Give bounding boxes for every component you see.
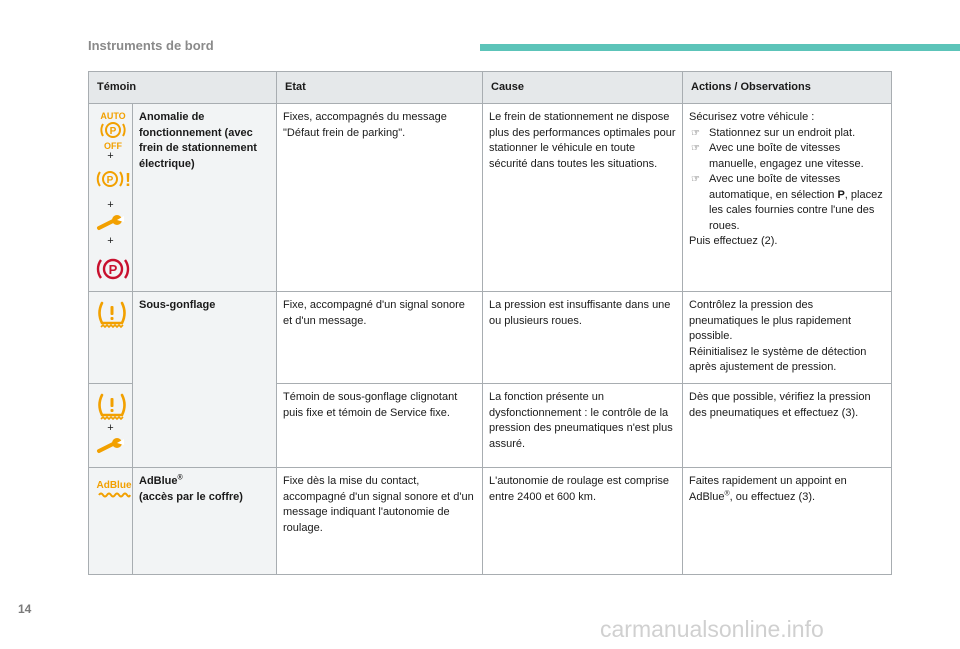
park-brake-warning-icon: [95, 166, 133, 192]
indicator-icons-cell: [89, 104, 133, 292]
list-item-text: , placez les cales fournies contre: [709, 188, 883, 216]
actions-cell: [683, 292, 892, 384]
indicator-icons-cell: [89, 384, 133, 468]
etat-cell: Fixe, accompagné d'un signal sonore et d'un message.: [277, 292, 483, 384]
actions-intro: Sécurisez votre véhicule :: [689, 111, 815, 123]
indicator-icons-cell: [89, 292, 133, 384]
svg-text:AUTO: AUTO: [100, 111, 126, 121]
svg-text:OFF: OFF: [104, 141, 122, 150]
svg-text:P: P: [109, 126, 117, 137]
list-item: ☞ Avec une boîte de vitesses manuelle, engagez une vitesse.: [689, 141, 885, 172]
indicator-name: Sous-gonflage: [133, 292, 277, 468]
list-item: [689, 172, 885, 234]
column-header-cause: Cause: [483, 72, 683, 104]
list-item-text: Avec une boîte de vitesses automatique, en sélection: [709, 173, 841, 201]
svg-text:P: P: [106, 175, 114, 186]
column-header-etat: Etat: [277, 72, 483, 104]
plus-sign: +: [107, 199, 114, 211]
cause-cell: La fonction présente un dysfonctionnement : le contrôle de la pression des pneumatiques n'est plus assuré.: [483, 384, 683, 468]
indicator-icons-cell: [89, 468, 133, 575]
svg-text:!: !: [125, 170, 131, 190]
actions-cell: Dès que possible, vérifiez la pression des pneumatiques et effectuez (3).: [683, 384, 892, 468]
column-header-actions: Actions / Observations: [683, 72, 892, 104]
indicator-name-subtext: (accès par le coffre): [139, 490, 243, 503]
registered-mark: ®: [724, 489, 730, 497]
list-item: ☞ Stationnez sur un endroit plat.: [689, 126, 885, 142]
indicator-name: Anomalie de fonctionnement (avec frein de stationnement électrique): [133, 104, 277, 292]
cause-cell: Le frein de stationnement ne dispose plus des performances optimales pour stationner le véhicule en toute sécurité dans toutes les situations.: [483, 104, 683, 292]
list-item-text: l'une des roues.: [709, 204, 875, 232]
svg-text:P: P: [108, 262, 118, 277]
table-header-row: [89, 72, 892, 104]
header-accent-bar: [480, 44, 960, 51]
plus-sign: +: [107, 235, 114, 247]
service-wrench-icon: [96, 438, 126, 454]
actions-cell: [683, 104, 892, 292]
watermark: carmanualsonline.info: [600, 616, 824, 642]
plus-sign: +: [107, 150, 114, 162]
etat-cell: Fixes, accompagnés du message "Défaut frein de parking".: [277, 104, 483, 292]
adblue-icon: [95, 478, 133, 500]
warning-lights-table: [88, 71, 892, 575]
page-number: 14: [18, 602, 32, 616]
table-row: [89, 468, 892, 575]
etat-cell: Fixe dès la mise du contact, accompagné d'un signal sonore et d'un message indiquant l'autonomie de roulage.: [277, 468, 483, 575]
tyre-pressure-icon: [95, 392, 129, 422]
actions-text: Contrôlez la pression des pneumatiques le plus rapidement possible.: [689, 299, 852, 342]
column-header-temoin: Témoin: [89, 72, 277, 104]
svg-text:AdBlue: AdBlue: [96, 480, 132, 491]
indicator-name-text: AdBlue: [139, 475, 178, 487]
actions-cell: [683, 468, 892, 575]
service-wrench-icon: [96, 215, 126, 231]
actions-text: , ou effectuez (3).: [729, 490, 816, 503]
page-section-title: Instruments de bord: [88, 38, 214, 53]
actions-text: Réinitialisez le système de détection après ajustement de pression.: [689, 345, 867, 373]
table-row: [89, 292, 892, 384]
etat-cell: Témoin de sous-gonflage clignotant puis fixe et témoin de Service fixe.: [277, 384, 483, 468]
cause-cell: L'autonomie de roulage est comprise entre 2400 et 600 km.: [483, 468, 683, 575]
registered-mark: ®: [177, 474, 183, 482]
auto-park-off-icon: [95, 110, 131, 150]
actions-list: [689, 126, 885, 235]
plus-sign: +: [107, 422, 114, 434]
park-brake-red-icon: [95, 253, 131, 285]
table-row: [89, 104, 892, 292]
gear-letter: P: [837, 188, 845, 201]
indicator-name: [133, 468, 277, 575]
cause-cell: La pression est insuffisante dans une ou plusieurs roues.: [483, 292, 683, 384]
actions-outro: Puis effectuez (2).: [689, 235, 778, 247]
actions-text: Faites rapidement un appoint en AdBlue: [689, 475, 847, 503]
tyre-pressure-icon: [95, 300, 129, 330]
